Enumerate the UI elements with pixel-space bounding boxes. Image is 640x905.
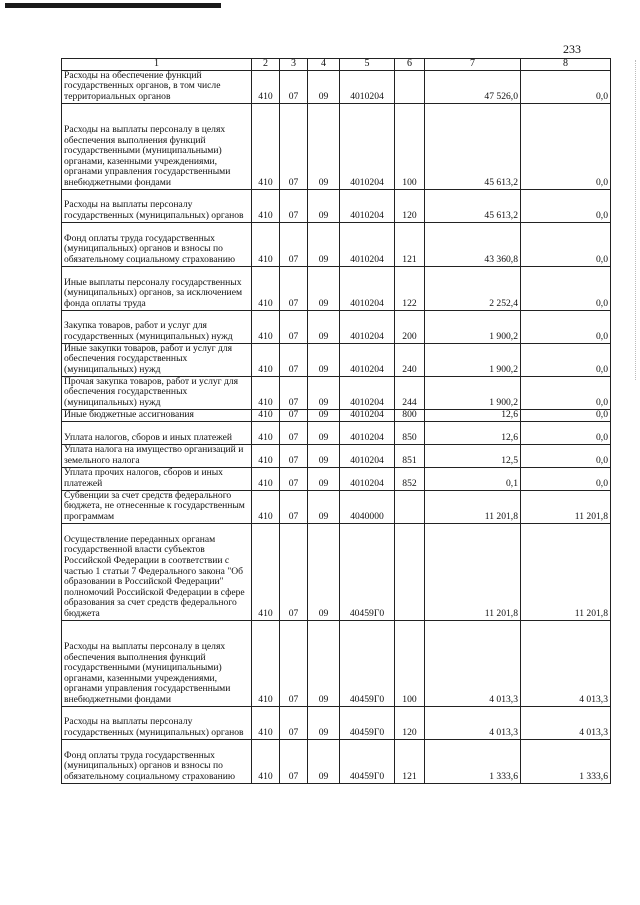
row-subsection: 09 bbox=[308, 490, 340, 523]
table-row bbox=[62, 523, 611, 620]
row-amount: 12,6 bbox=[425, 421, 521, 444]
row-subsection: 09 bbox=[308, 376, 340, 409]
row-target-article: 4010204 bbox=[340, 70, 395, 103]
row-federal-amount: 11 201,8 bbox=[521, 490, 611, 523]
row-name: Прочая закупка товаров, работ и услуг для обеспечения государственных (муниципальных) нужд bbox=[62, 376, 252, 409]
row-name: Уплата прочих налогов, сборов и иных платежей bbox=[62, 467, 252, 490]
row-amount: 45 613,2 bbox=[425, 103, 521, 189]
row-section: 07 bbox=[280, 103, 308, 189]
column-header: 2 bbox=[252, 59, 280, 71]
row-section: 07 bbox=[280, 467, 308, 490]
row-subsection: 09 bbox=[308, 343, 340, 376]
row-expense-type: 244 bbox=[395, 376, 425, 409]
table-row bbox=[62, 409, 611, 421]
row-amount: 47 526,0 bbox=[425, 70, 521, 103]
row-target-article: 4010204 bbox=[340, 103, 395, 189]
row-ministry-code: 410 bbox=[252, 444, 280, 467]
row-expense-type: 850 bbox=[395, 421, 425, 444]
row-section: 07 bbox=[280, 620, 308, 706]
table-body bbox=[62, 70, 611, 783]
row-ministry-code: 410 bbox=[252, 70, 280, 103]
table-row bbox=[62, 467, 611, 490]
row-ministry-code: 410 bbox=[252, 421, 280, 444]
row-expense-type: 120 bbox=[395, 189, 425, 222]
row-subsection: 09 bbox=[308, 706, 340, 739]
row-ministry-code: 410 bbox=[252, 706, 280, 739]
table-row bbox=[62, 376, 611, 409]
column-header: 4 bbox=[308, 59, 340, 71]
row-target-article: 4010204 bbox=[340, 444, 395, 467]
row-federal-amount: 0,0 bbox=[521, 189, 611, 222]
table-row bbox=[62, 421, 611, 444]
row-section: 07 bbox=[280, 409, 308, 421]
row-name: Расходы на обеспечение функций государственных органов, в том числе территориальных органов bbox=[62, 70, 252, 103]
row-target-article: 4010204 bbox=[340, 343, 395, 376]
column-header: 1 bbox=[62, 59, 252, 71]
row-expense-type bbox=[395, 70, 425, 103]
row-amount: 1 900,2 bbox=[425, 376, 521, 409]
table-row bbox=[62, 490, 611, 523]
row-target-article: 40459Г0 bbox=[340, 523, 395, 620]
column-header: 8 bbox=[521, 59, 611, 71]
row-ministry-code: 410 bbox=[252, 490, 280, 523]
row-section: 07 bbox=[280, 376, 308, 409]
row-section: 07 bbox=[280, 70, 308, 103]
row-amount: 0,1 bbox=[425, 467, 521, 490]
row-target-article: 40459Г0 bbox=[340, 620, 395, 706]
row-expense-type: 800 bbox=[395, 409, 425, 421]
row-target-article: 40459Г0 bbox=[340, 739, 395, 783]
row-ministry-code: 410 bbox=[252, 467, 280, 490]
row-target-article: 4010204 bbox=[340, 266, 395, 310]
row-federal-amount: 11 201,8 bbox=[521, 523, 611, 620]
row-amount: 4 013,3 bbox=[425, 706, 521, 739]
row-expense-type: 100 bbox=[395, 620, 425, 706]
row-name: Субвенции за счет средств федерального бюджета, не отнесенные к государственным программам bbox=[62, 490, 252, 523]
row-federal-amount: 0,0 bbox=[521, 103, 611, 189]
row-federal-amount: 0,0 bbox=[521, 310, 611, 343]
row-subsection: 09 bbox=[308, 310, 340, 343]
row-amount: 11 201,8 bbox=[425, 523, 521, 620]
row-ministry-code: 410 bbox=[252, 189, 280, 222]
column-number-row bbox=[62, 59, 611, 71]
row-name: Фонд оплаты труда государственных (муниципальных) органов и взносы по обязательному социальному страхованию bbox=[62, 222, 252, 266]
row-subsection: 09 bbox=[308, 523, 340, 620]
row-amount: 11 201,8 bbox=[425, 490, 521, 523]
row-subsection: 09 bbox=[308, 103, 340, 189]
row-federal-amount: 0,0 bbox=[521, 376, 611, 409]
table-row bbox=[62, 739, 611, 783]
row-name: Расходы на выплаты персоналу государственных (муниципальных) органов bbox=[62, 189, 252, 222]
row-subsection: 09 bbox=[308, 620, 340, 706]
table-row bbox=[62, 70, 611, 103]
row-ministry-code: 410 bbox=[252, 310, 280, 343]
row-name: Иные выплаты персоналу государственных (муниципальных) органов, за исключением фонда оплаты труда bbox=[62, 266, 252, 310]
table-row bbox=[62, 189, 611, 222]
row-ministry-code: 410 bbox=[252, 739, 280, 783]
row-ministry-code: 410 bbox=[252, 343, 280, 376]
row-expense-type: 121 bbox=[395, 739, 425, 783]
row-subsection: 09 bbox=[308, 444, 340, 467]
row-amount: 45 613,2 bbox=[425, 189, 521, 222]
row-expense-type: 852 bbox=[395, 467, 425, 490]
row-expense-type: 121 bbox=[395, 222, 425, 266]
row-target-article: 4010204 bbox=[340, 222, 395, 266]
row-amount: 43 360,8 bbox=[425, 222, 521, 266]
row-name: Расходы на выплаты персоналу государственных (муниципальных) органов bbox=[62, 706, 252, 739]
row-name: Закупка товаров, работ и услуг для государственных (муниципальных) нужд bbox=[62, 310, 252, 343]
row-amount: 4 013,3 bbox=[425, 620, 521, 706]
table-row bbox=[62, 310, 611, 343]
row-expense-type: 200 bbox=[395, 310, 425, 343]
table-row bbox=[62, 266, 611, 310]
header-rule bbox=[5, 3, 221, 8]
row-target-article: 4010204 bbox=[340, 409, 395, 421]
row-target-article: 4010204 bbox=[340, 421, 395, 444]
column-header: 6 bbox=[395, 59, 425, 71]
row-target-article: 4010204 bbox=[340, 376, 395, 409]
row-expense-type bbox=[395, 490, 425, 523]
row-expense-type bbox=[395, 523, 425, 620]
row-section: 07 bbox=[280, 490, 308, 523]
row-target-article: 4010204 bbox=[340, 310, 395, 343]
row-ministry-code: 410 bbox=[252, 266, 280, 310]
row-amount: 12,5 bbox=[425, 444, 521, 467]
row-target-article: 4010204 bbox=[340, 467, 395, 490]
row-target-article: 40459Г0 bbox=[340, 706, 395, 739]
row-federal-amount: 0,0 bbox=[521, 222, 611, 266]
row-amount: 1 900,2 bbox=[425, 310, 521, 343]
row-name: Осуществление переданных органам государственной власти субъектов Российской Федерации в соответствии с частью 1 статьи 7 Федерального закона "Об образовании в Российской Федерации" полномочий Российской Федерации в сфере образования за счет средств федерального бюджета bbox=[62, 523, 252, 620]
row-section: 07 bbox=[280, 310, 308, 343]
row-federal-amount: 0,0 bbox=[521, 70, 611, 103]
row-federal-amount: 1 333,6 bbox=[521, 739, 611, 783]
row-federal-amount: 0,0 bbox=[521, 421, 611, 444]
row-section: 07 bbox=[280, 343, 308, 376]
row-name: Уплата налогов, сборов и иных платежей bbox=[62, 421, 252, 444]
row-federal-amount: 4 013,3 bbox=[521, 706, 611, 739]
row-target-article: 4040000 bbox=[340, 490, 395, 523]
row-name: Расходы на выплаты персоналу в целях обеспечения выполнения функций государственными (муниципальными) органами, казенными учреждениями, органами управления государственными внебюджетными фондами bbox=[62, 620, 252, 706]
row-section: 07 bbox=[280, 421, 308, 444]
row-expense-type: 122 bbox=[395, 266, 425, 310]
row-name: Иные закупки товаров, работ и услуг для обеспечения государственных (муниципальных) нужд bbox=[62, 343, 252, 376]
row-amount: 1 333,6 bbox=[425, 739, 521, 783]
row-section: 07 bbox=[280, 266, 308, 310]
row-section: 07 bbox=[280, 739, 308, 783]
margin-mark bbox=[634, 60, 636, 380]
row-subsection: 09 bbox=[308, 70, 340, 103]
table-row bbox=[62, 103, 611, 189]
row-federal-amount: 4 013,3 bbox=[521, 620, 611, 706]
row-federal-amount: 0,0 bbox=[521, 266, 611, 310]
column-header: 3 bbox=[280, 59, 308, 71]
table-row bbox=[62, 706, 611, 739]
row-name: Расходы на выплаты персоналу в целях обеспечения выполнения функций государственными (муниципальными) органами, казенными учреждениями, органами управления государственными внебюджетными фондами bbox=[62, 103, 252, 189]
row-subsection: 09 bbox=[308, 421, 340, 444]
row-federal-amount: 0,0 bbox=[521, 343, 611, 376]
row-amount: 12,6 bbox=[425, 409, 521, 421]
row-expense-type: 120 bbox=[395, 706, 425, 739]
row-section: 07 bbox=[280, 189, 308, 222]
row-subsection: 09 bbox=[308, 266, 340, 310]
row-section: 07 bbox=[280, 706, 308, 739]
row-section: 07 bbox=[280, 523, 308, 620]
row-ministry-code: 410 bbox=[252, 376, 280, 409]
row-name: Иные бюджетные ассигнования bbox=[62, 409, 252, 421]
row-subsection: 09 bbox=[308, 467, 340, 490]
row-subsection: 09 bbox=[308, 189, 340, 222]
row-ministry-code: 410 bbox=[252, 222, 280, 266]
column-header: 7 bbox=[425, 59, 521, 71]
row-subsection: 09 bbox=[308, 739, 340, 783]
row-expense-type: 100 bbox=[395, 103, 425, 189]
row-subsection: 09 bbox=[308, 409, 340, 421]
row-section: 07 bbox=[280, 444, 308, 467]
row-ministry-code: 410 bbox=[252, 523, 280, 620]
row-ministry-code: 410 bbox=[252, 103, 280, 189]
row-section: 07 bbox=[280, 222, 308, 266]
budget-table bbox=[61, 58, 611, 784]
row-name: Уплата налога на имущество организаций и земельного налога bbox=[62, 444, 252, 467]
row-federal-amount: 0,0 bbox=[521, 409, 611, 421]
row-amount: 1 900,2 bbox=[425, 343, 521, 376]
row-target-article: 4010204 bbox=[340, 189, 395, 222]
row-ministry-code: 410 bbox=[252, 409, 280, 421]
row-name: Фонд оплаты труда государственных (муниципальных) органов и взносы по обязательному социальному страхованию bbox=[62, 739, 252, 783]
row-amount: 2 252,4 bbox=[425, 266, 521, 310]
row-expense-type: 240 bbox=[395, 343, 425, 376]
row-subsection: 09 bbox=[308, 222, 340, 266]
table-row bbox=[62, 620, 611, 706]
page-number: 233 bbox=[563, 42, 581, 56]
row-expense-type: 851 bbox=[395, 444, 425, 467]
row-federal-amount: 0,0 bbox=[521, 444, 611, 467]
column-header: 5 bbox=[340, 59, 395, 71]
row-ministry-code: 410 bbox=[252, 620, 280, 706]
table-row bbox=[62, 222, 611, 266]
table-row bbox=[62, 444, 611, 467]
row-federal-amount: 0,0 bbox=[521, 467, 611, 490]
table-row bbox=[62, 343, 611, 376]
